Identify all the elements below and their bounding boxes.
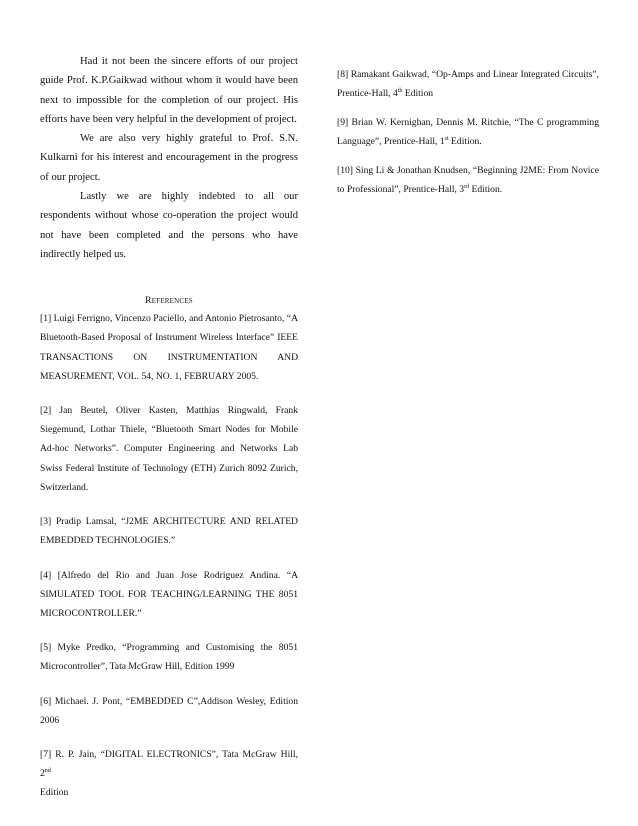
reference-item: [4] [Alfredo del Rio and Juan Jose Rodriguez Andina. “A SIMULATED TOOL FOR TEACHING/LEARNING THE 8051 MICROCONTROLLER.” xyxy=(40,569,298,619)
ordinal-superscript: rd xyxy=(464,183,470,190)
right-column xyxy=(337,66,599,199)
reference-item: [9] Brian W. Kernighan, Dennis M. Ritchie, “The C programming Language”, Prentice-Hall, 1st Edition. xyxy=(337,117,599,147)
reference-item: [8] Ramakant Gaikwad, “Op-Amps and Linear Integrated Circuits”, Prentice-Hall, 4th Edition xyxy=(337,69,599,99)
reference-item: [2] Jan Beutel, Oliver Kasten, Matthias Ringwald, Frank Siegemund, Lothar Thiele, “Bluetooth Smart Nodes for Mobile Ad-hoc Networks”. Computer Engineering and Networks Lab Swiss Federal Institute of Technology (ETH) Zurich 8092 Zurich, Switzerland. xyxy=(40,405,298,493)
acknowledgement-paragraph xyxy=(40,129,298,187)
acknowledgement-paragraph xyxy=(40,52,298,129)
left-column xyxy=(40,52,298,803)
reference-item: [1] Luigi Ferrigno, Vincenzo Paciello, and Antonio Pietrosanto, “A Bluetooth-Based Proposal of Instrument Wireless Interface” IEEE TRANSACTIONS ON INSTRUMENTATION AND MEASUREMENT, VOL. 54, NO. 1, FEBRUARY 2005. xyxy=(40,313,298,382)
acknowledgement-paragraph xyxy=(40,187,298,264)
reference-item: [6] Michael. J. Pont, “EMBEDDED C”,Addison Wesley, Edition 2006 xyxy=(40,695,298,726)
references-heading: References xyxy=(145,295,193,307)
reference-item: [7] R. P. Jain, “DIGITAL ELECTRONICS”, Tata McGraw Hill, 2nd Edition xyxy=(40,748,298,799)
ordinal-superscript: st xyxy=(444,135,449,142)
reference-item: [5] Myke Predko, “Programming and Customising the 8051 Microcontroller”, Tata McGraw Hill, Edition 1999 xyxy=(40,642,298,673)
ack-sentence-3: Lastly we are highly indebted to all our respondents without whose co-operation the project would not have been completed and the persons who have indirectly helped us. xyxy=(40,191,298,260)
ack-sentence-1: Had it not been the sincere efforts of our project guide Prof. K.P.Gaikwad without whom it would have been next to impossible for the completion of our project. His efforts have been very helpful in the development of project. xyxy=(40,56,298,125)
ack-sentence-2: We are also very highly grateful to Prof. S.N. Kulkarni for his interest and encouragement in the progress of our project. xyxy=(40,133,298,183)
ordinal-superscript: th xyxy=(397,87,403,94)
reference-item: [10] Sing Li & Jonathan Knudsen, “Beginning J2ME: From Novice to Professional”, Prentice-Hall, 3rd Edition. xyxy=(337,165,599,195)
reference-item: [3] Pradip Lamsal, “J2ME ARCHITECTURE AND RELATED EMBEDDED TECHNOLOGIES.” xyxy=(40,516,298,547)
ordinal-superscript: nd xyxy=(44,767,51,774)
